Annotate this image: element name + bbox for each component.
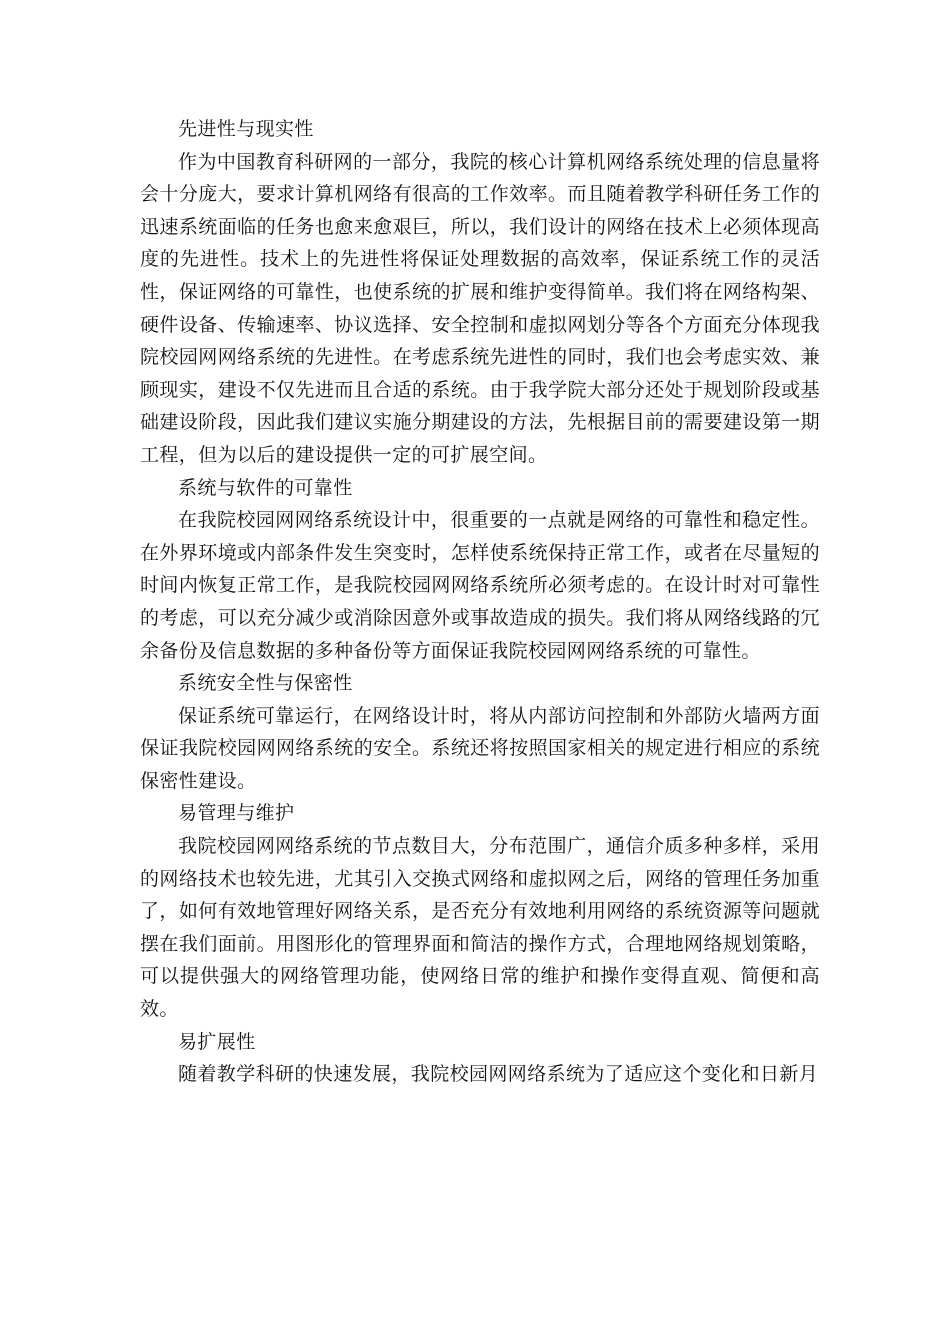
- section-heading-management: 易管理与维护: [178, 802, 295, 825]
- section-paragraph-reliability: 在我院校园网网络系统设计中，很重要的一点就是网络的可靠性和稳定性。在外界环境或内部条件发生突变时，怎样使系统保持正常工作，或者在尽量短的时间内恢复正常工作，是我院校园网网络系统所必须考虑的。在设计时对可靠性的考虑，可以充分减少或消除因意外或事故造成的损失。我们将从网络线路的冗余备份及信息数据的多种备份等方面保证我院校园网网络系统的可靠性。: [140, 509, 820, 662]
- document-body: [140, 113, 820, 1091]
- section-paragraph-security: 保证系统可靠运行，在网络设计时，将从内部访问控制和外部防火墙两方面保证我院校园网网络系统的安全。系统还将按照国家相关的规定进行相应的系统保密性建设。: [140, 704, 820, 792]
- section-paragraph-scalability: 随着教学科研的快速发展，我院校园网网络系统为了适应这个变化和日新月: [178, 1063, 819, 1086]
- section-paragraph-advancement: 作为中国教育科研网的一部分，我院的核心计算机网络系统处理的信息量将会十分庞大，要求计算机网络有很高的工作效率。而且随着教学科研任务工作的迅速系统面临的任务也愈来愈艰巨，所以，我们设计的网络在技术上必须体现高度的先进性。技术上的先进性将保证处理数据的高效率，保证系统工作的灵活性，保证网络的可靠性，也使系统的扩展和维护变得简单。我们将在网络构架、硬件设备、传输速率、协议选择、安全控制和虚拟网划分等各个方面充分体现我院校园网网络系统的先进性。在考虑系统先进性的同时，我们也会考虑实效、兼顾现实，建设不仅先进而且合适的系统。由于我学院大部分还处于规划阶段或基础建设阶段，因此我们建议实施分期建设的方法，先根据目前的需要建设第一期工程，但为以后的建设提供一定的可扩展空间。: [140, 150, 820, 466]
- section-heading-advancement: 先进性与现实性: [178, 118, 314, 140]
- section-heading-reliability: 系统与软件的可靠性: [178, 476, 353, 499]
- section-heading-security: 系统安全性与保密性: [178, 672, 353, 695]
- section-paragraph-management: 我院校园网网络系统的节点数目大，分布范围广，通信介质多种多样，采用的网络技术也较先进，尤其引入交换式网络和虚拟网之后，网络的管理任务加重了，如何有效地管理好网络关系，是否充分有效地利用网络的系统资源等问题就摆在我们面前。用图形化的管理界面和简洁的操作方式，合理地网络规划策略，可以提供强大的网络管理功能，使网络日常的维护和操作变得直观、简便和高效。: [140, 835, 820, 1021]
- section-heading-scalability: 易扩展性: [178, 1030, 256, 1053]
